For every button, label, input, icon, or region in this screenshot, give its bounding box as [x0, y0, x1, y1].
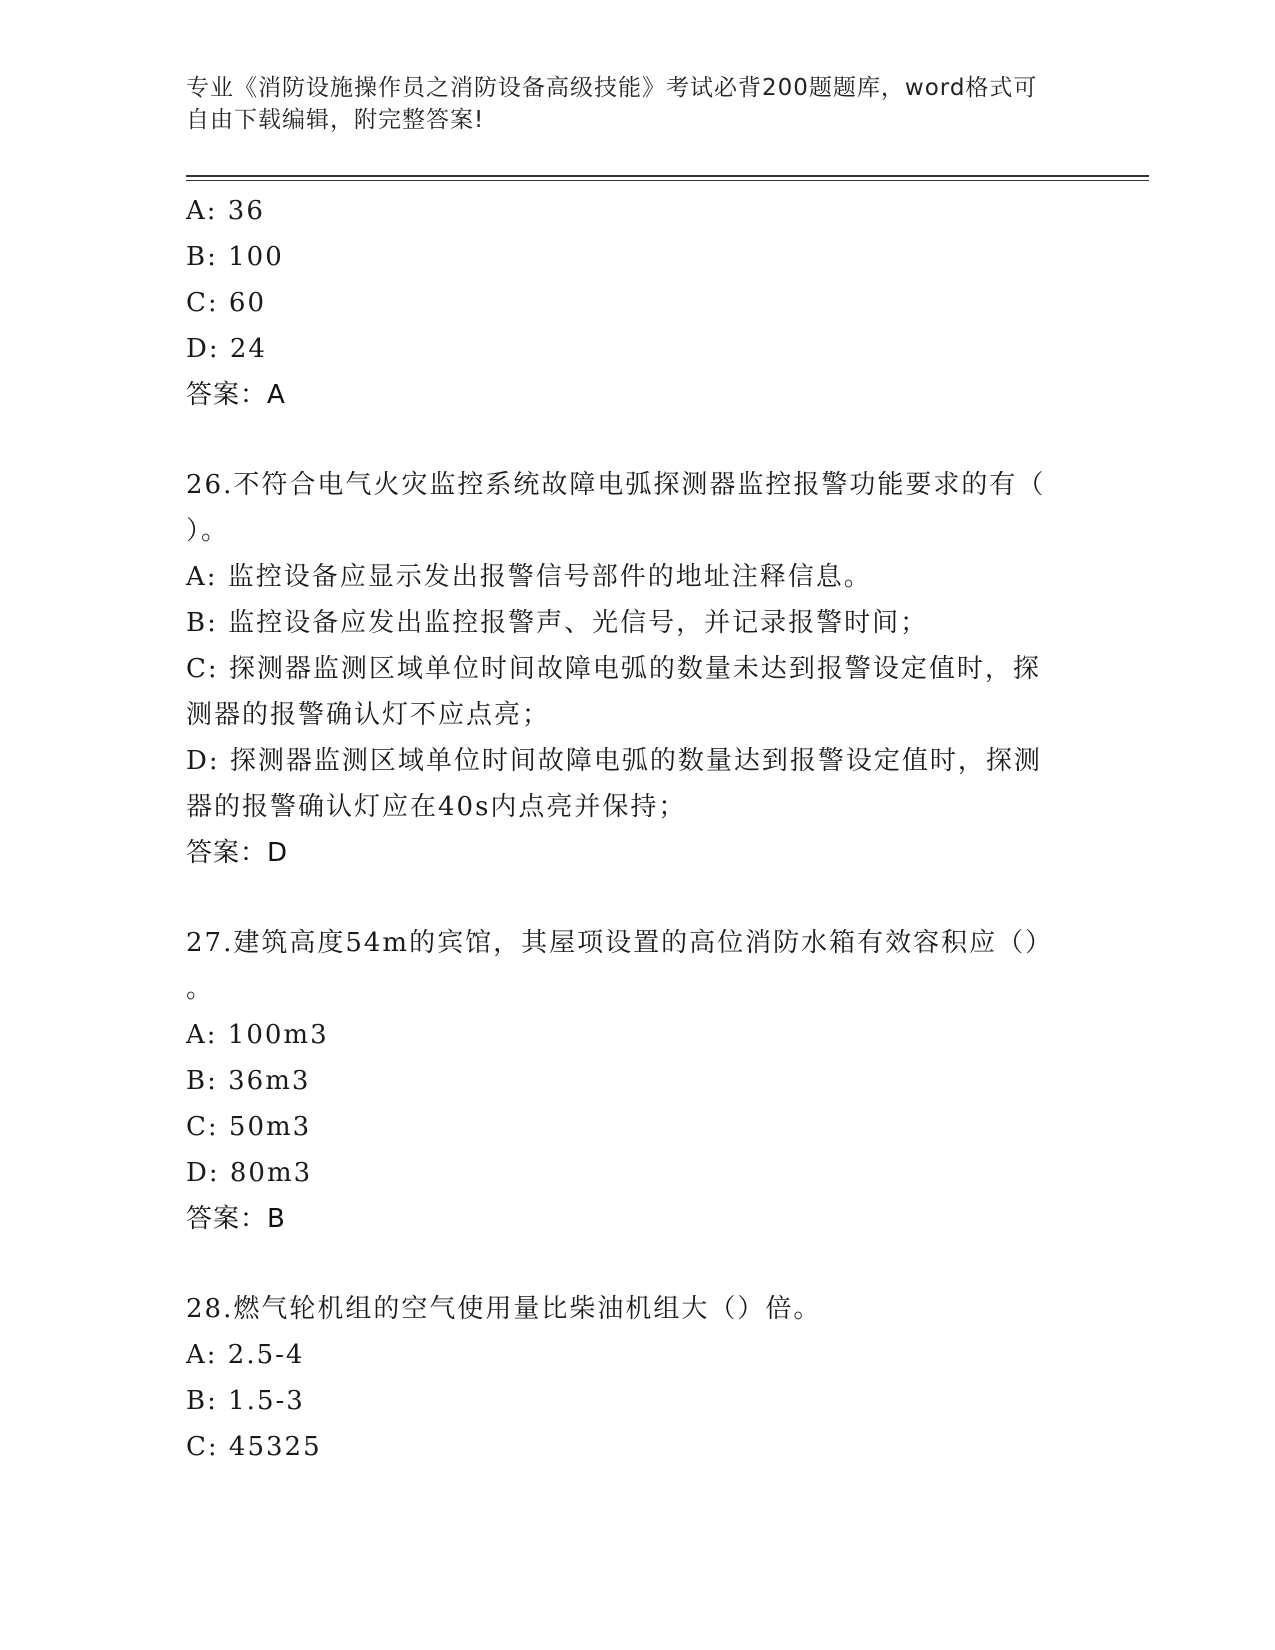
header-divider-thin [186, 180, 1149, 181]
q26-option-d-line-1: D: 探测器监测区域单位时间故障电弧的数量达到报警设定值时，探测 [186, 746, 1042, 776]
header-divider-thick [186, 175, 1149, 177]
spacer [186, 418, 1086, 462]
spacer [186, 1242, 1086, 1286]
prev-option-c: C: 60 [186, 288, 267, 318]
q27-answer: 答案：B [186, 1204, 286, 1234]
q27-option-d: D: 80m3 [186, 1158, 313, 1188]
q26-stem-line-2: ）。 [186, 516, 230, 546]
q26-stem-line-1: 26.不符合电气火灾监控系统故障电弧探测器监控报警功能要求的有（ [186, 470, 1046, 500]
prev-question-block [186, 188, 1086, 418]
q26-option-b: B: 监控设备应发出监控报警声、光信号，并记录报警时间； [186, 608, 929, 638]
q28-stem: 28.燃气轮机组的空气使用量比柴油机组大（）倍。 [186, 1294, 822, 1324]
header-line-1: 专业《消防设施操作员之消防设备高级技能》考试必背200题题库，word格式可 [186, 75, 1038, 101]
q28-option-c: C: 45325 [186, 1432, 322, 1462]
q28-option-b: B: 1.5-3 [186, 1386, 305, 1416]
prev-option-b: B: 100 [186, 242, 284, 272]
q26-option-c-line-1: C: 探测器监测区域单位时间故障电弧的数量未达到报警设定值时，探 [186, 654, 1041, 684]
q27-option-b: B: 36m3 [186, 1066, 311, 1096]
question-content [186, 188, 1086, 1470]
q26-answer: 答案：D [186, 838, 289, 868]
q28-option-a: A: 2.5-4 [186, 1340, 305, 1370]
q27-stem-line-2: 。 [186, 974, 215, 1004]
question-28-block [186, 1286, 1086, 1470]
q26-option-c-line-2: 测器的报警确认灯不应点亮； [186, 700, 551, 730]
prev-option-d: D: 24 [186, 334, 267, 364]
q26-option-a: A: 监控设备应显示发出报警信号部件的地址注释信息。 [186, 562, 872, 592]
question-26-block [186, 462, 1086, 876]
header-line-2: 自由下载编辑，附完整答案! [186, 107, 485, 133]
q26-option-d-line-2: 器的报警确认灯应在40s内点亮并保持； [186, 792, 687, 822]
q27-option-a: A: 100m3 [186, 1020, 329, 1050]
document-header [186, 72, 1086, 136]
prev-answer: 答案：A [186, 380, 286, 410]
question-27-block [186, 920, 1086, 1242]
spacer [186, 876, 1086, 920]
q27-option-c: C: 50m3 [186, 1112, 312, 1142]
q27-stem-line-1: 27.建筑高度54m的宾馆，其屋项设置的高位消防水箱有效容积应（） [186, 928, 1054, 958]
prev-option-a: A: 36 [186, 196, 265, 226]
